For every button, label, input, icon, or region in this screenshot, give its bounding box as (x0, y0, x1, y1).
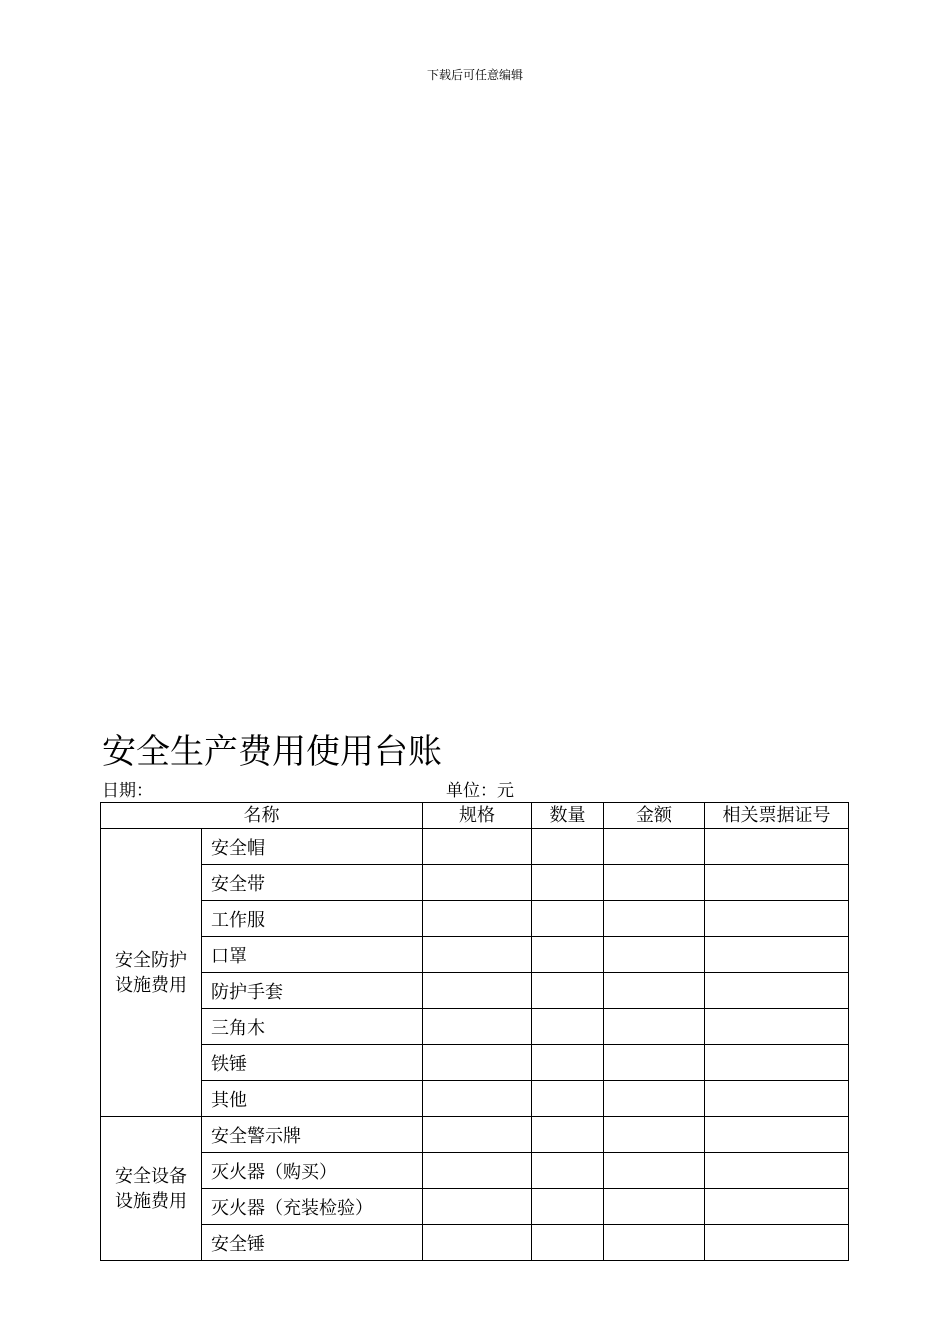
amount-cell[interactable] (604, 1045, 705, 1081)
amount-cell[interactable] (604, 1153, 705, 1189)
amount-cell[interactable] (604, 1225, 705, 1261)
item-name-cell: 安全警示牌 (202, 1117, 423, 1153)
amount-cell[interactable] (604, 1081, 705, 1117)
spec-cell[interactable] (423, 937, 532, 973)
quantity-cell[interactable] (532, 1189, 604, 1225)
watermark-text: 下载后可任意编辑 (426, 68, 523, 82)
quantity-cell[interactable] (532, 829, 604, 865)
unit-label: 单位：元 (446, 781, 514, 801)
column-header-name: 名称 (101, 803, 423, 829)
category-label-line1: 安全防护 (115, 949, 187, 971)
amount-cell[interactable] (604, 829, 705, 865)
spec-cell[interactable] (423, 901, 532, 937)
item-name-cell: 口罩 (202, 937, 423, 973)
amount-cell[interactable] (604, 973, 705, 1009)
spec-cell[interactable] (423, 865, 532, 901)
spec-cell[interactable] (423, 829, 532, 865)
amount-cell[interactable] (604, 865, 705, 901)
table-row (101, 829, 849, 865)
receipt-number-cell[interactable] (705, 937, 849, 973)
item-name-cell: 工作服 (202, 901, 423, 937)
quantity-cell[interactable] (532, 1045, 604, 1081)
table-row (101, 1225, 849, 1261)
receipt-number-cell[interactable] (705, 1117, 849, 1153)
item-name-cell: 三角木 (202, 1009, 423, 1045)
table-row (101, 973, 849, 1009)
amount-cell[interactable] (604, 1189, 705, 1225)
receipt-number-cell[interactable] (705, 1153, 849, 1189)
receipt-number-cell[interactable] (705, 1009, 849, 1045)
spec-cell[interactable] (423, 1045, 532, 1081)
item-name-cell: 其他 (202, 1081, 423, 1117)
receipt-number-cell[interactable] (705, 901, 849, 937)
item-name-cell: 安全帽 (202, 829, 423, 865)
item-name-cell: 安全带 (202, 865, 423, 901)
quantity-cell[interactable] (532, 1225, 604, 1261)
table-header-row (101, 803, 849, 829)
spec-cell[interactable] (423, 973, 532, 1009)
amount-cell[interactable] (604, 1117, 705, 1153)
table-row (101, 1045, 849, 1081)
quantity-cell[interactable] (532, 973, 604, 1009)
amount-cell[interactable] (604, 901, 705, 937)
quantity-cell[interactable] (532, 1081, 604, 1117)
quantity-cell[interactable] (532, 865, 604, 901)
category-cell-equipment (101, 1117, 202, 1261)
receipt-number-cell[interactable] (705, 1189, 849, 1225)
spec-cell[interactable] (423, 1009, 532, 1045)
table-row (101, 865, 849, 901)
column-header-amount: 金额 (604, 803, 705, 829)
table-row (101, 1153, 849, 1189)
column-header-receipt-number: 相关票据证号 (705, 803, 849, 829)
quantity-cell[interactable] (532, 901, 604, 937)
category-label-line2: 设施费用 (115, 974, 187, 996)
receipt-number-cell[interactable] (705, 973, 849, 1009)
table-row (101, 937, 849, 973)
date-label: 日期： (102, 781, 153, 801)
spec-cell[interactable] (423, 1153, 532, 1189)
item-name-cell: 铁锤 (202, 1045, 423, 1081)
table-row (101, 901, 849, 937)
document-title: 安全生产费用使用台账 (102, 732, 442, 772)
item-name-cell: 安全锤 (202, 1225, 423, 1261)
spec-cell[interactable] (423, 1117, 532, 1153)
item-name-cell: 防护手套 (202, 973, 423, 1009)
table-row (101, 1081, 849, 1117)
quantity-cell[interactable] (532, 1009, 604, 1045)
table-row (101, 1117, 849, 1153)
category-cell-protection (101, 829, 202, 1117)
item-name-cell: 灭火器（充装检验） (202, 1189, 423, 1225)
amount-cell[interactable] (604, 937, 705, 973)
table-row (101, 1189, 849, 1225)
receipt-number-cell[interactable] (705, 865, 849, 901)
receipt-number-cell[interactable] (705, 829, 849, 865)
quantity-cell[interactable] (532, 1117, 604, 1153)
table-row (101, 1009, 849, 1045)
column-header-spec: 规格 (423, 803, 532, 829)
receipt-number-cell[interactable] (705, 1081, 849, 1117)
quantity-cell[interactable] (532, 1153, 604, 1189)
category-label-line1: 安全设备 (115, 1165, 187, 1187)
amount-cell[interactable] (604, 1009, 705, 1045)
column-header-quantity: 数量 (532, 803, 604, 829)
expense-ledger-table (100, 802, 849, 1261)
quantity-cell[interactable] (532, 937, 604, 973)
category-label-line2: 设施费用 (115, 1190, 187, 1212)
receipt-number-cell[interactable] (705, 1045, 849, 1081)
item-name-cell: 灭火器（购买） (202, 1153, 423, 1189)
spec-cell[interactable] (423, 1081, 532, 1117)
receipt-number-cell[interactable] (705, 1225, 849, 1261)
spec-cell[interactable] (423, 1225, 532, 1261)
spec-cell[interactable] (423, 1189, 532, 1225)
